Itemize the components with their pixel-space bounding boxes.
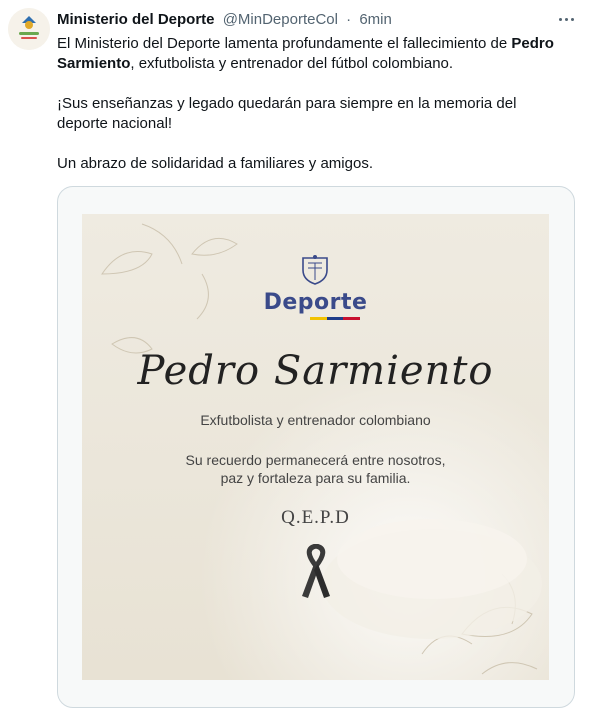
tweet-paragraph-2: ¡Sus enseñanzas y legado quedarán para siempre en la memoria del deporte nacional! bbox=[57, 95, 517, 132]
author-name[interactable]: Ministerio del Deporte bbox=[57, 11, 215, 28]
tweet-text bbox=[57, 34, 557, 194]
tweet-text-segment: El Ministerio del Deporte lamenta profundamente el fallecimiento de bbox=[57, 35, 512, 52]
card-subtitle: Exfutbolista y entrenador colombiano bbox=[200, 412, 431, 428]
colombia-shield-icon bbox=[300, 254, 330, 286]
author-handle[interactable]: @MinDeporteCol bbox=[222, 11, 338, 28]
mourning-ribbon-icon bbox=[298, 544, 334, 600]
card-message-line-1: Su recuerdo permanecerá entre nosotros, bbox=[185, 452, 446, 468]
flag-stripe bbox=[310, 317, 360, 320]
card-message-line-2: paz y fortaleza para su familia. bbox=[220, 470, 411, 486]
meta-separator: · bbox=[346, 11, 352, 28]
flag-blue bbox=[327, 317, 344, 320]
tweet-time[interactable]: 6min bbox=[359, 11, 392, 28]
tweet-paragraph-3: Un abrazo de solidaridad a familiares y amigos. bbox=[57, 155, 373, 172]
card-person-name: Pedro Sarmiento bbox=[137, 348, 494, 394]
tweet-header bbox=[57, 10, 573, 30]
tweet-media[interactable] bbox=[57, 186, 575, 708]
flag-red bbox=[343, 317, 360, 320]
tweet-text-segment: , exfutbolista y entrenador del fútbol colombiano. bbox=[130, 55, 454, 72]
condolence-card bbox=[82, 214, 549, 680]
tweet-paragraph-1 bbox=[57, 34, 557, 74]
more-options-icon[interactable] bbox=[555, 8, 577, 30]
tweet-bold-name: Pedro Sarmiento bbox=[57, 35, 554, 72]
ministry-logo-icon bbox=[8, 8, 50, 50]
author-avatar[interactable] bbox=[8, 8, 50, 50]
card-qepd: Q.E.P.D bbox=[281, 507, 350, 528]
flag-yellow bbox=[310, 317, 327, 320]
card-brand: Deporte bbox=[263, 290, 368, 315]
